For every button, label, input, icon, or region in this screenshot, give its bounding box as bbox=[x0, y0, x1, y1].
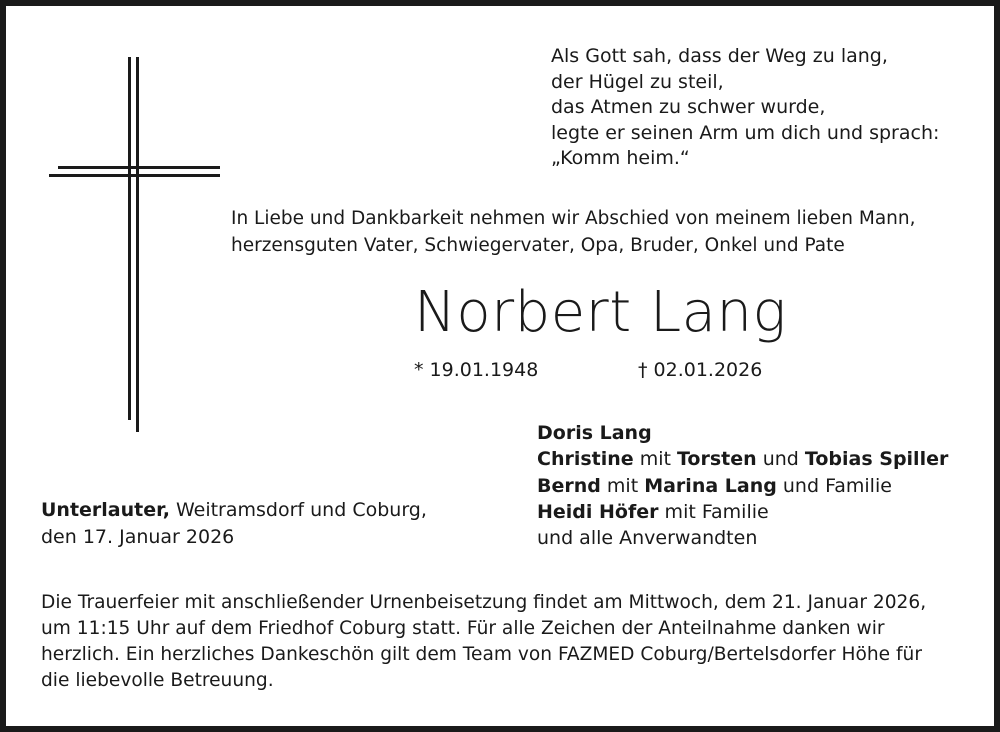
death-date: † 02.01.2026 bbox=[638, 359, 763, 381]
deceased-name: Norbert Lang bbox=[414, 280, 787, 345]
date-line: den 17. Januar 2026 bbox=[41, 525, 235, 548]
mourner-line: Christine mit Torsten und Tobias Spiller bbox=[537, 448, 949, 471]
poem-line: Als Gott sah, dass der Weg zu lang, bbox=[551, 45, 888, 67]
mourner-line: Bernd mit Marina Lang und Familie bbox=[537, 474, 892, 497]
intro-line: herzensguten Vater, Schwiegervater, Opa, Bruder, Onkel und Pate bbox=[231, 235, 845, 256]
poem-line: legte er seinen Arm um dich und sprach: bbox=[551, 121, 940, 144]
birth-date: * 19.01.1948 bbox=[414, 359, 539, 381]
poem-line: das Atmen zu schwer wurde, bbox=[551, 96, 826, 119]
intro-line: In Liebe und Dankbarkeit nehmen wir Abschied von meinem lieben Mann, bbox=[231, 208, 916, 229]
mourners-list bbox=[537, 420, 948, 551]
ceremony-info bbox=[41, 590, 926, 694]
ceremony-line: die liebevolle Betreuung. bbox=[41, 670, 274, 691]
place-line: Unterlauter, Weitramsdorf und Coburg, bbox=[41, 499, 427, 521]
poem bbox=[551, 44, 939, 172]
poem-line: der Hügel zu steil, bbox=[551, 70, 724, 93]
mourner-line: Doris Lang bbox=[537, 422, 652, 444]
mourner-line: Heidi Höfer mit Familie bbox=[537, 500, 769, 523]
mourner-line: und alle Anverwandten bbox=[537, 527, 758, 550]
place-and-date bbox=[41, 497, 427, 550]
poem-line: „Komm heim.“ bbox=[551, 147, 690, 170]
intro-text bbox=[231, 205, 916, 259]
ceremony-line: Die Trauerfeier mit anschließender Urnenbeisetzung findet am Mittwoch, dem 21. Januar 2026, bbox=[41, 592, 927, 613]
ceremony-line: herzlich. Ein herzliches Dankeschön gilt dem Team von FAZMED Coburg/Bertelsdorfer Höhe für bbox=[41, 644, 922, 665]
ceremony-line: um 11:15 Uhr auf dem Friedhof Coburg statt. Für alle Zeichen der Anteilnahme danken wir bbox=[41, 618, 885, 639]
